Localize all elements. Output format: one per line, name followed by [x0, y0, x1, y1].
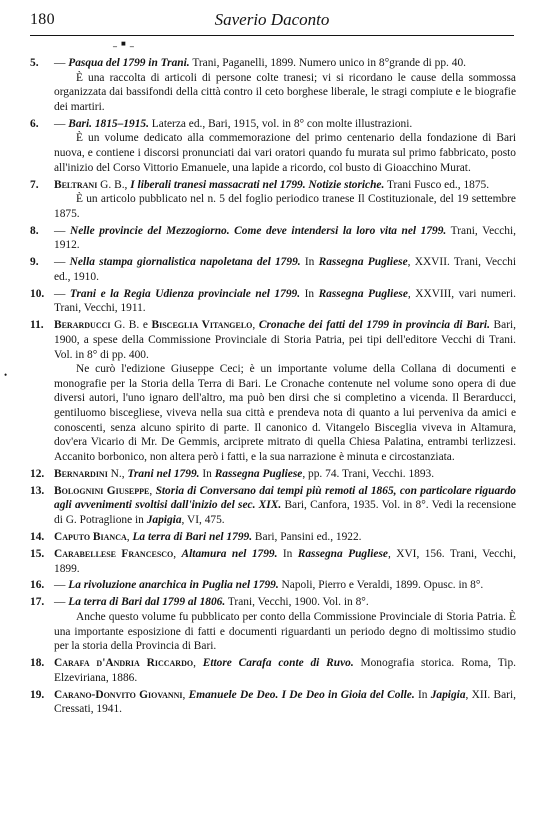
entry-number: 8. [30, 224, 39, 237]
author-name: Beltrani [54, 178, 98, 191]
citation-text: , XXVIII, vari numeri. Trani, Vecchi, 1911. [54, 287, 516, 315]
bibliography-entry [30, 484, 516, 528]
citation-text: In [414, 688, 431, 701]
entry-number: 7. [30, 178, 39, 191]
bibliography-entry [30, 255, 516, 284]
title-text: Emanuele De Deo. I De Deo in Gioia del Colle. [188, 688, 415, 701]
entry-annotation: Ne curò l'edizione Giuseppe Ceci; è un importante volume della Collana di documenti e monografie per la Storia della Terra di Bari. Le Cronache contenute nel volume sono opera di due diversi autori, l'uno ignaro dell'altro, ma può ben dirsi che si completino a vicenda. Il Berarducci, gentiluomo biscegliese, viveva nella sua città e prendeva nota di quanto a lui perveniva da amici e conoscenti, senza alcuno spirito di parte. Il canonico d. Vitangelo Bisceglia viveva in Altamura, dov'era Vicario di Mr. De Gemmis, arciprete mitrato di quella Chiesa Palatina, entrambi terlizzesi. Accanito borbonico, non altera però i fatti, e la sua narrazione è minuta e circostanziata. [54, 363, 516, 463]
citation-text: , [149, 484, 156, 497]
title-text: La rivoluzione anarchica in Puglia nel 1799. [68, 579, 279, 592]
citation-text: , XII. Bari, Cressati, 1941. [54, 688, 516, 716]
entry-citation [54, 530, 516, 545]
entry-citation [54, 656, 516, 685]
author-name: Carafa d'Andria Riccardo [54, 657, 194, 670]
title-text: Rassegna Pugliese [297, 547, 388, 560]
margin-mark: • [4, 370, 8, 380]
entry-citation [54, 688, 516, 717]
bibliography-entry [30, 287, 516, 316]
entry-citation [54, 287, 516, 316]
bibliography-entry [30, 467, 516, 482]
citation-text: Monografia storica. Roma, Tip. Elzeviriana, 1886. [54, 657, 516, 684]
citation-text: , VI, 475. [181, 513, 225, 526]
title-text: I liberali tranesi massacrati nel 1799. Notizie storiche. [130, 178, 385, 191]
citation-text: Trani, Paganelli, 1899. Numero unico in 8°grande di pp. 40. [189, 57, 466, 69]
citation-text: , [182, 688, 189, 701]
entry-citation [54, 467, 516, 482]
bibliography-entry [30, 56, 516, 114]
title-text: Altamura nel 1799. [181, 547, 278, 560]
entry-annotation: È un articolo pubblicato nel n. 5 del foglio periodico tranese Il Costituzionale, del 19 settembre 1875. [54, 193, 516, 220]
entry-number: 9. [30, 256, 39, 269]
entry-citation [54, 56, 516, 71]
entry-citation [54, 117, 516, 132]
entry-number: 14. [30, 530, 45, 543]
entry-number: 19. [30, 688, 45, 701]
entry-number: 10. [30, 287, 45, 300]
citation-text: N., [107, 467, 128, 480]
citation-text: In [277, 547, 298, 560]
citation-text: G. B. e [110, 319, 152, 332]
title-text: Rassegna Pugliese [214, 467, 303, 480]
bibliography-entry [30, 117, 516, 175]
entry-number: 15. [30, 547, 45, 560]
author-name: Carabellese Francesco [54, 547, 174, 560]
title-text: Nella stampa giornalistica napoletana del 1799. [69, 256, 301, 269]
entry-citation [54, 595, 516, 610]
entry-annotation: È un volume dedicato alla commemorazione del primo centenario della fondazione di Bari nuova, e contiene i discorsi pronunciati dai vari oratori quando fu murata sul primo fabbricato, posto all'inizio del Corso Vittorio Emanuele, una lapide a ricordo, col busto di Gioacchino Murat. [54, 132, 516, 174]
author-name: Caputo Bianca [54, 530, 127, 543]
citation-text: In [199, 467, 215, 480]
page-number: 180 [30, 11, 55, 28]
title-text: Ettore Carafa conte di Ruvo. [202, 657, 354, 670]
entry-number: 18. [30, 657, 45, 670]
entry-number: 13. [30, 484, 45, 497]
citation-text: Bari, Pansini ed., 1922. [252, 530, 362, 543]
citation-text: , XVI, 156. Trani, Vecchi, 1899. [54, 547, 516, 575]
citation-text: , XXVII. Trani, Vecchi ed., 1910. [54, 256, 517, 283]
citation-text: — [54, 287, 70, 300]
title-text: Bari. 1815–1915. [68, 117, 149, 130]
citation-text: G. B., [97, 178, 131, 191]
author-name: Bisceglia Vitangelo [151, 319, 253, 332]
page-header [30, 10, 514, 30]
citation-text: In [300, 256, 319, 269]
citation-text: Trani, Vecchi, 1900. Vol. in 8°. [225, 596, 369, 609]
title-text: Cronache dei fatti del 1799 in provincia di Bari. [258, 319, 490, 332]
title-text: Nelle provincie del Mezzogiorno. Come deve intendersi la loro vita nel 1799. [69, 224, 447, 237]
title-text: Trani e la Regia Udienza provinciale nel 1799. [69, 287, 301, 300]
entry-annotation: È una raccolta di articoli di persone colte tranesi; vi si ricordano le cause della sommossa organizzata dai bassifondi della città contro il ceto borghese liberale, le stragi compiute e le biografie dei martiri. [54, 71, 516, 113]
citation-text: — [54, 579, 69, 592]
header-rule [30, 35, 514, 36]
entry-number: 17. [30, 596, 45, 609]
bibliography-entry [30, 578, 516, 593]
bibliography-list [30, 56, 516, 719]
entry-number: 5. [30, 57, 39, 69]
citation-text: Napoli, Pierro e Veraldi, 1899. Opusc. in 8°. [278, 579, 484, 592]
bibliography-entry [30, 595, 516, 653]
printer-mark: _ ■ _ [113, 39, 135, 48]
citation-text: , [126, 530, 133, 543]
title-text: Rassegna Pugliese [318, 256, 408, 269]
title-text: La terra di Bari nel 1799. [132, 530, 253, 543]
citation-text: Trani, Vecchi, 1912. [54, 224, 516, 252]
title-text: Trani nel 1799. [127, 467, 200, 480]
bibliography-entry [30, 530, 516, 545]
bibliography-entry [30, 224, 516, 253]
entry-citation [54, 484, 516, 528]
citation-text: — [54, 117, 69, 130]
citation-text: — [54, 57, 69, 69]
entry-number: 11. [30, 319, 44, 332]
entry-citation [54, 224, 516, 253]
bibliography-entry [30, 688, 516, 717]
entry-citation [54, 178, 516, 193]
citation-text: , [173, 547, 182, 560]
citation-text: , pp. 74. Trani, Vecchi. 1893. [302, 467, 435, 480]
title-text: Pasqua del 1799 in Trani. [68, 57, 190, 69]
title-text: Rassegna Pugliese [318, 287, 408, 300]
citation-text: — [54, 224, 70, 237]
title-text: Storia di Conversano dai tempi più remoti al 1865, con particolare riguardo agli avvenimenti svoltisi dall'inizio del sec. XIX. [54, 484, 516, 512]
bibliography-entry [30, 178, 516, 222]
author-name: Carano-Donvito Giovanni [54, 688, 183, 701]
citation-text: Trani Fusco ed., 1875. [384, 178, 490, 191]
citation-text: , [193, 657, 203, 670]
author-name: Bolognini Giuseppe [54, 484, 150, 497]
author-name: Berarducci [54, 319, 111, 332]
citation-text: — [54, 256, 70, 269]
entry-number: 12. [30, 467, 45, 480]
entry-annotation: Anche questo volume fu pubblicato per conto della Commissione Provinciale di Storia Patria. È una importante esposizione di fatti e documenti riguardanti un periodo degno di moltissimo studio per la storia della Provincia di Bari. [54, 611, 516, 653]
bibliography-entry [30, 318, 516, 464]
entry-citation [54, 547, 516, 576]
citation-text: Bari, 1900, a spese della Commissione Provinciale di Storia Patria, pei tipi dell'editore Vecchi di Trani. Vol. in 8° di pp. 400. [54, 319, 517, 361]
citation-text: — [54, 596, 69, 609]
citation-text: Bari, Canfora, 1935. Vol. in 8°. Vedi la recensione di G. Potraglione in [54, 499, 516, 526]
citation-text: , [252, 319, 259, 332]
title-text: Japigia [430, 688, 466, 701]
entry-citation [54, 255, 516, 284]
title-text: Japigia [146, 513, 182, 526]
title-text: La terra di Bari dal 1799 al 1806. [68, 596, 226, 609]
author-name: Bernardini [54, 467, 108, 480]
running-head: Saverio Daconto [214, 10, 330, 29]
bibliography-entry [30, 656, 516, 685]
entry-number: 16. [30, 579, 45, 592]
entry-citation [54, 578, 516, 593]
entry-citation [54, 318, 516, 362]
citation-text: Laterza ed., Bari, 1915, vol. in 8° con molte illustrazioni. [148, 117, 413, 130]
bibliography-entry [30, 547, 516, 576]
entry-number: 6. [30, 117, 39, 130]
citation-text: In [300, 287, 319, 300]
